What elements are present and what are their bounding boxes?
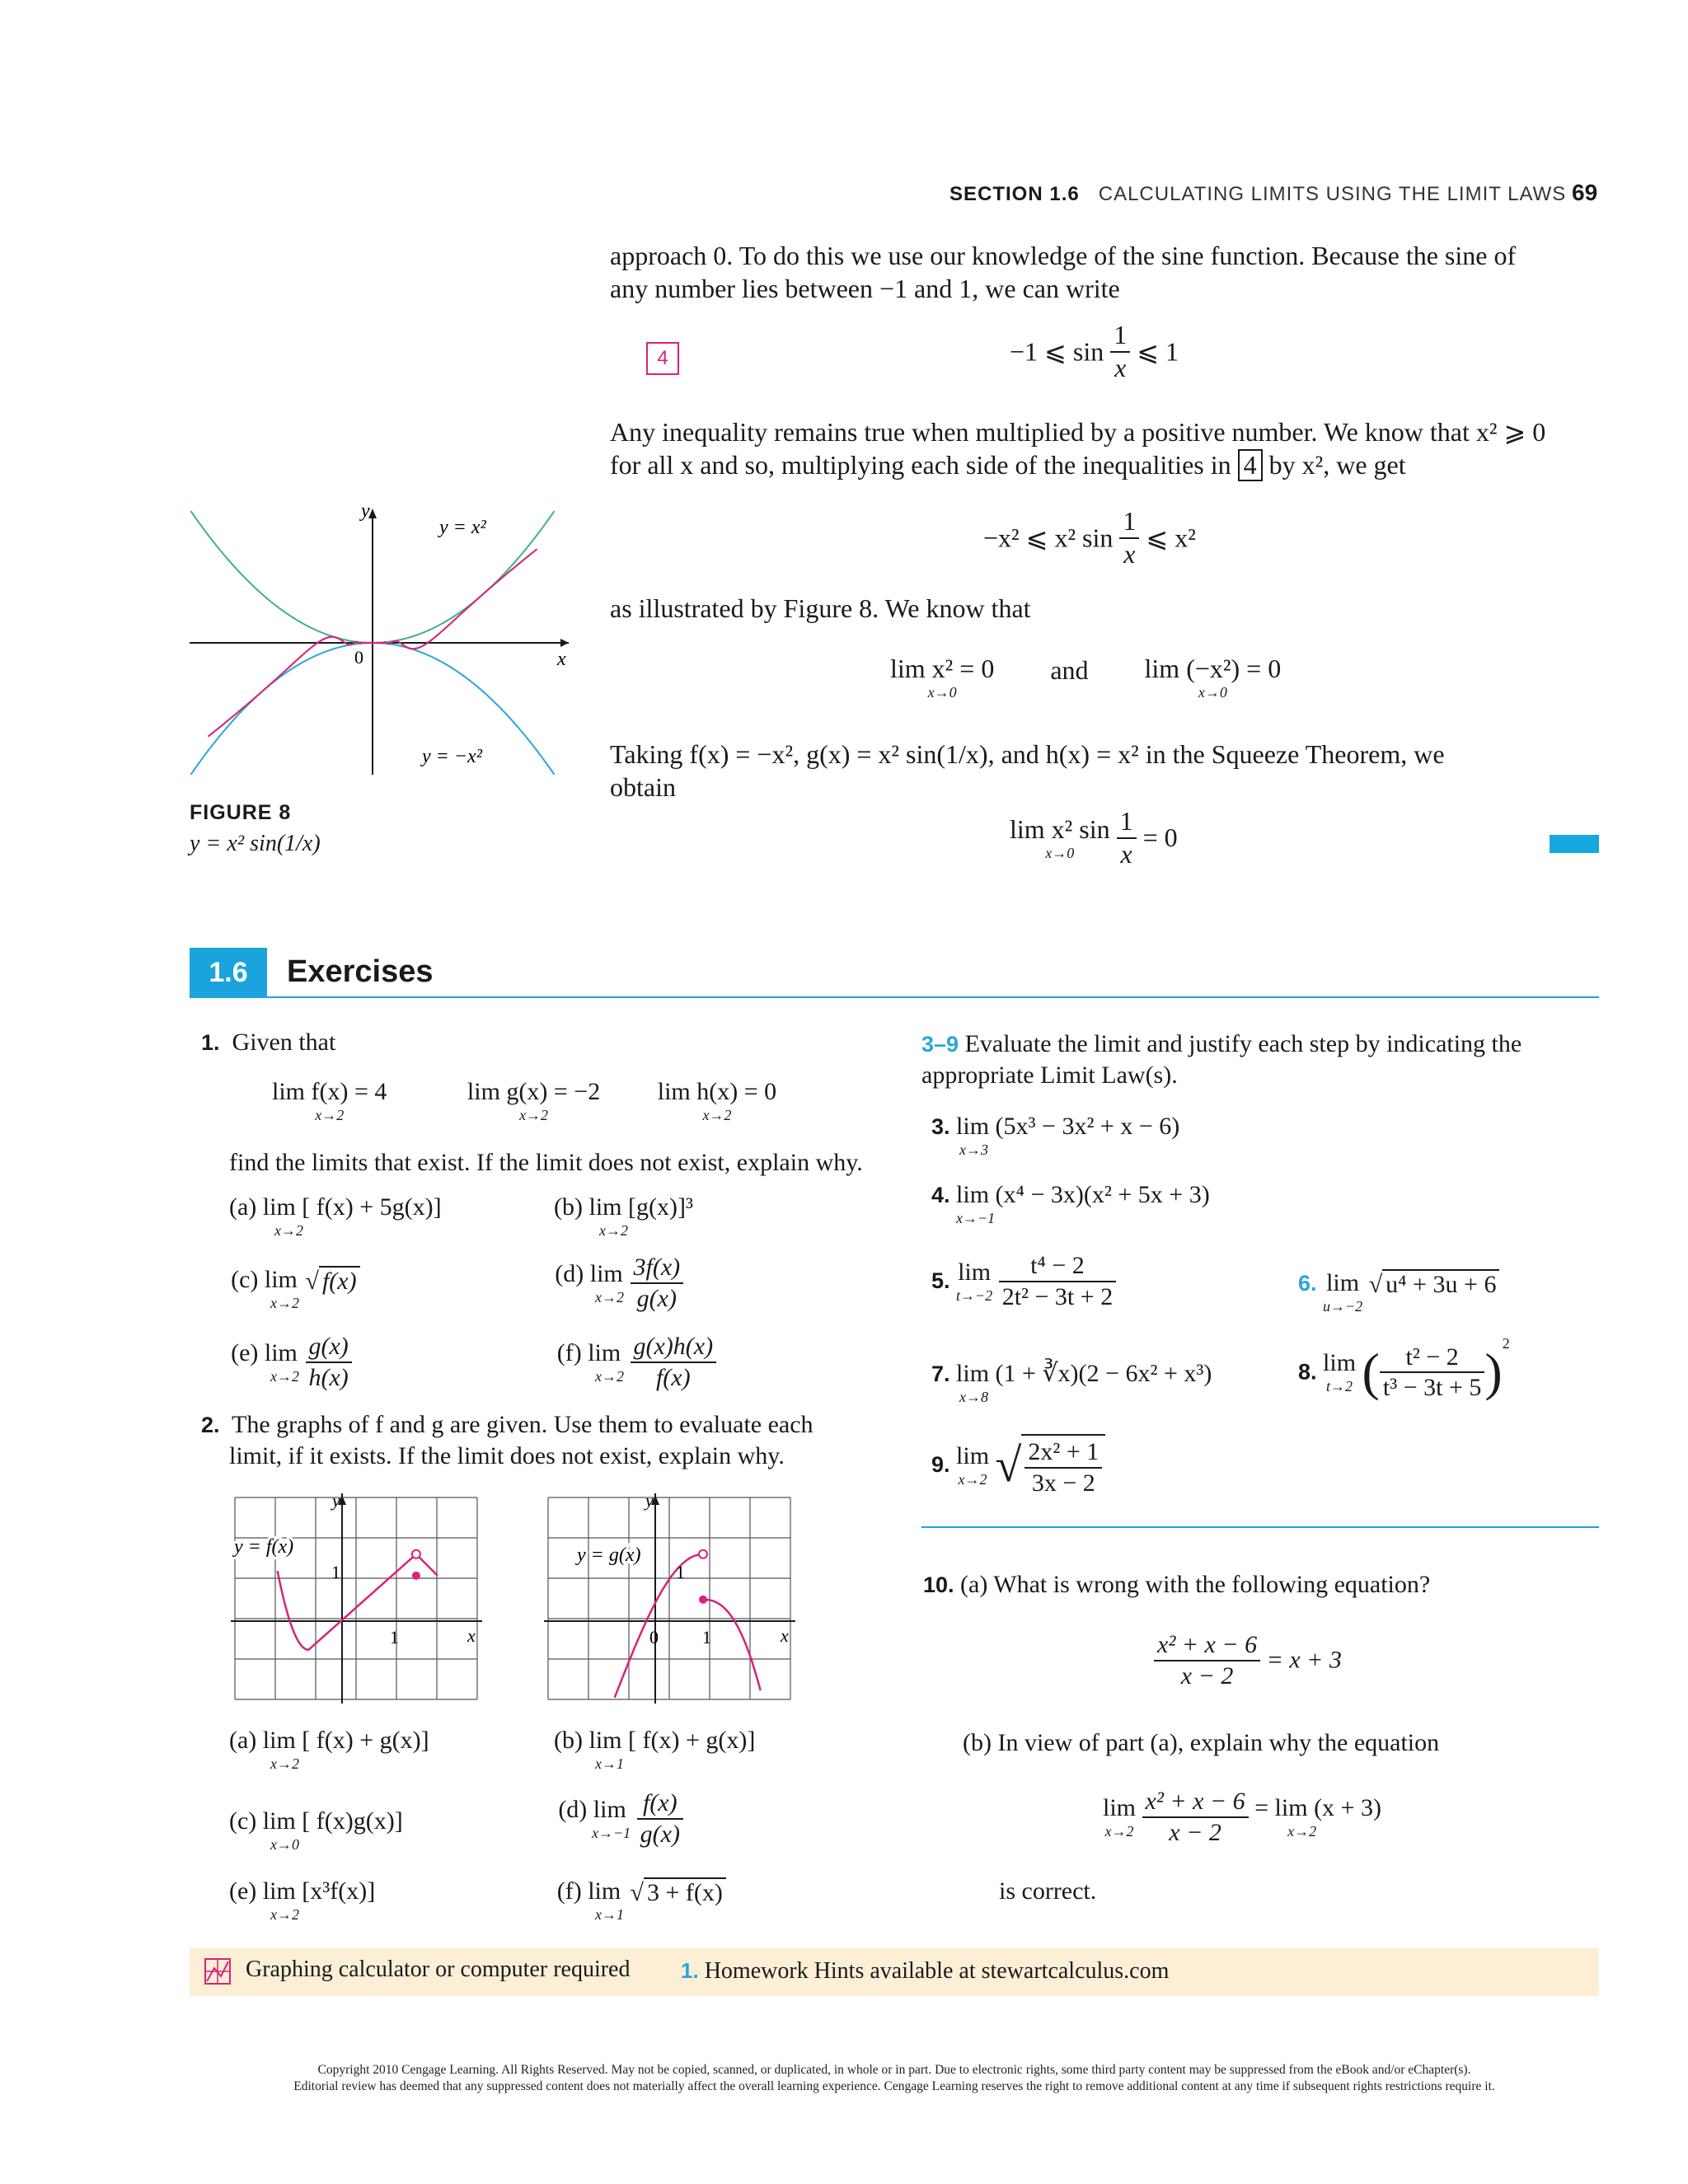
svg-text:0: 0 (649, 1627, 659, 1647)
exercise-1-given: lim f(x) = 4 x→2 lim g(x) = −2 x→2 lim h(x) = 0 x→2 (272, 1078, 777, 1123)
svg-text:1: 1 (702, 1627, 711, 1647)
exercises-3-9-intro: 3–9 Evaluate the limit and justify each step by indicating the appropriate Limit Law(s). (921, 1030, 1522, 1089)
paragraph-2-line-2: for all x and so, multiplying each side of the inequalities in 4 by x², we get (610, 448, 1624, 481)
graph-g (544, 1493, 795, 1704)
g-filled-dot (699, 1596, 707, 1604)
figure-8-graph (181, 499, 577, 779)
exercises-rule (190, 996, 1599, 998)
axis-y-label: y (361, 500, 370, 522)
exercise-1c: (c) lim x→2 √ f(x) (229, 1268, 360, 1310)
x-axis-arrow (560, 639, 569, 647)
upper-curve-label: y = x² (439, 517, 486, 538)
page-number: 69 (1572, 180, 1598, 205)
svg-text:1: 1 (331, 1562, 340, 1582)
graph-f (231, 1493, 482, 1704)
fraction-1-over-x: $\frac{1}{x}$ (1110, 321, 1130, 382)
exercise-1a: (a) lim [ f(x) + 5g(x)] x→2 (229, 1193, 442, 1239)
exercise-1e: (e) lim x→2 $\frac{g(x)}{h(x)}$ (229, 1333, 352, 1390)
exercise-4: 4. lim (x⁴ − 3x)(x² + 5x + 3) x→−1 (931, 1181, 1210, 1226)
svg-text:x: x (781, 1625, 789, 1646)
axis-x-label: x (557, 649, 566, 670)
copyright-notice: Copyright 2010 Cengage Learning. All Rights Reserved. May not be copied, scanned, or duplicated, in whole or in part. Due to electronic rights, some third party content may be suppressed from the eBook and/or eChapter(s). Editorial review has deemed that any suppressed content does not materially affect the overall learning experience. Cengage Learning reserves the right to remove additional content at any time if subsequent rights restrictions require it. (293, 2063, 1495, 2093)
exercise-2f: (f) lim x→1 √ 3 + f(x) (554, 1879, 726, 1922)
graphing-calculator-note: Graphing calculator or computer required (246, 1957, 631, 1982)
exercise-10a: 10. (a) What is wrong with the following equation? (923, 1571, 1431, 1598)
exercise-10-tail: is correct. (999, 1877, 1097, 1905)
f-open-circle (412, 1550, 420, 1558)
paragraph-2-line-1: Any inequality remains true when multiplied by a positive number. We know that x² ⩾ 0 (610, 417, 1546, 447)
exercises-title: Exercises (287, 954, 434, 989)
exercise-2a: (a) lim [ f(x) + g(x)] x→2 (229, 1727, 429, 1772)
f-filled-dot (412, 1572, 420, 1580)
exercise-9: 9. lim x→2 √ $\frac{\text{2x² + 1}}{3x - 2}$ (931, 1434, 1105, 1496)
exercise-2b: (b) lim [ f(x) + g(x)] x→1 (554, 1727, 756, 1772)
margin-marker (1550, 835, 1599, 853)
exercise-3: 3. lim (5x³ − 3x² + x − 6) x→3 (931, 1113, 1180, 1158)
squeeze-result: lim x² sin x→0 $\frac{1}{x}$ = 0 (1010, 806, 1178, 869)
equation-number-4: 4 (646, 342, 679, 375)
origin-label: 0 (354, 647, 363, 668)
exercise-1: 1. Given that (201, 1029, 336, 1056)
graph-g-label: y = g(x) (577, 1544, 641, 1566)
exercise-2: 2. The graphs of f and g are given. Use them to evaluate each limit, if it exists. If the limit does not exist, explain why. (201, 1411, 814, 1469)
exercise-2c: (c) lim [ f(x)g(x)] x→0 (229, 1807, 403, 1853)
exercise-1b: (b) lim [g(x)]³ x→2 (554, 1193, 693, 1239)
paragraph-3: as illustrated by Figure 8. We know that (610, 593, 1031, 623)
section-title: CALCULATING LIMITS USING THE LIMIT LAWS (1098, 183, 1567, 205)
paragraph-4: Taking f(x) = −x², g(x) = x² sin(1/x), and h(x) = x² in the Squeeze Theorem, we obtain (610, 739, 1445, 802)
equation-reference-4[interactable]: 4 (1238, 449, 1263, 481)
svg-text:1: 1 (390, 1627, 399, 1647)
grid-f (235, 1497, 477, 1699)
g-curve (615, 1554, 761, 1698)
paragraph-2 (610, 415, 1624, 481)
exercise-1f: (f) lim x→2 $\frac{g(x)h(x)}{f(x)}$ (554, 1333, 716, 1390)
running-header (950, 183, 1566, 206)
svg-text:x: x (467, 1625, 476, 1646)
right-column-rule (921, 1526, 1599, 1528)
exercise-8: 8. lim t→2 ( $\frac{\text{t² − 2}}{\text{t³ − 3t + 5}}$ )$^2$ (1298, 1335, 1510, 1402)
svg-text:y: y (332, 1493, 340, 1511)
exercise-1-instructions: find the limits that exist. If the limit does not exist, explain why. (229, 1149, 863, 1176)
exercise-10-equation: $\frac{\text{x² + x − 6}}{x - 2}$ = x + 3 (1154, 1632, 1342, 1689)
paragraph-1-line-2: any number lies between −1 and 1, we can write (610, 274, 1120, 303)
exercise-1d: (d) lim x→2 $\frac{3f(x)}{g(x)}$ (554, 1254, 683, 1311)
graph-f-label: y = f(x) (234, 1536, 294, 1558)
figure-8-caption: y = x² sin(1/x) (190, 831, 321, 856)
limits-row: lim x² = 0 x→0 and lim (−x²) = 0 x→0 (890, 654, 1282, 701)
svg-text:y: y (645, 1493, 654, 1511)
body-text (610, 239, 1607, 305)
exercise-10-equation-2: lim x→2 $\frac{\text{x² + x − 6}}{x - 2}$ = lim (x + 3) x→2 (1103, 1788, 1381, 1846)
exercise-7: 7. lim (1 + ∛x)(2 − 6x² + x³) x→8 (931, 1360, 1212, 1405)
inequality-squeeze: −x² ⩽ x² sin $\frac{1}{x}$ ⩽ x² (983, 506, 1196, 569)
exercise-2e: (e) lim [x³f(x)] x→2 (229, 1877, 376, 1923)
lower-curve-label: y = −x² (422, 746, 482, 767)
exercise-2d: (d) lim x→−1 $\frac{f(x)}{g(x)}$ (554, 1790, 683, 1847)
exercise-5: 5. lim t→−2 $\frac{\text{t⁴ − 2}}{\text{2t² − 3t + 2}}$ (931, 1253, 1116, 1310)
graphing-calculator-icon (204, 1958, 231, 1985)
exercises-number-badge: 1.6 (190, 948, 267, 997)
paragraph-1-line-1: approach 0. To do this we use our knowledge of the sine function. Because the sine of (610, 241, 1517, 270)
homework-hints[interactable]: 1. Homework Hints available at stewartcalculus.com (681, 1958, 1170, 1984)
exercise-6: 6. lim u→−2 √ u⁴ + 3u + 6 (1298, 1271, 1499, 1314)
g-open-circle (699, 1550, 707, 1558)
figure-8-label: FIGURE 8 (190, 801, 292, 824)
exercise-10b: (b) In view of part (a), explain why the equation (963, 1729, 1440, 1756)
svg-text:1: 1 (676, 1562, 685, 1582)
equation-4: −1 ⩽ sin $\frac{1}{x}$ ⩽ 1 (1010, 320, 1179, 382)
section-number: SECTION 1.6 (950, 183, 1080, 205)
